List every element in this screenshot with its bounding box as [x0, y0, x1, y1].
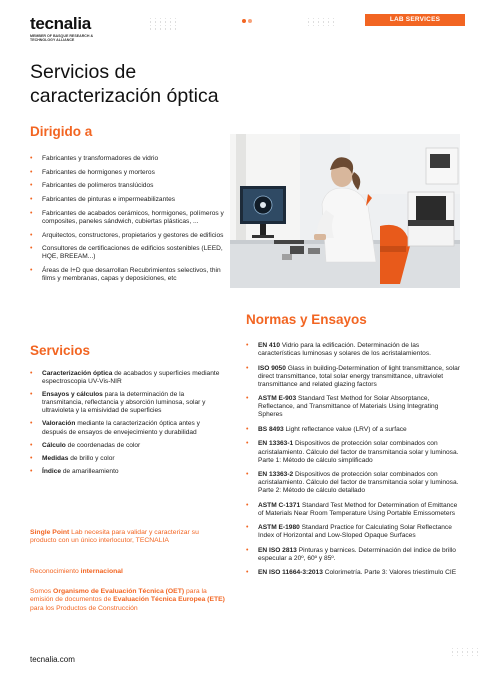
- list-item: • Medidas de brillo y color: [30, 455, 225, 463]
- reconocimiento-text: Reconocimiento internacional: [30, 568, 123, 575]
- lab-photo: [230, 134, 460, 288]
- list-item: • EN 13363-1 Dispositivos de protección solar combinados con acristalamiento. Cálculo del factor de transmitancia solar y luminosa. Parte 1: Método de cálculo simplificado: [246, 440, 462, 464]
- dirigido-heading: Dirigido a: [30, 124, 93, 139]
- servicios-heading: Servicios: [30, 343, 91, 358]
- single-point-text: Single Point Lab necesita para validar y caracterizar su producto con un único interlocutor, TECNALIA: [30, 529, 199, 545]
- list-item: • Caracterización óptica de acabados y superficies mediante espectroscopia UV-Vis-NIR: [30, 370, 225, 386]
- oet-text: Somos Organismo de Evaluación Técnica (OET) para la emisión de documentos de Evaluación Técnica Europea (ETE) para los Productos de Construcción: [30, 588, 225, 612]
- list-item: • EN ISO 11664-3:2013 Colorimetría. Parte 3: Valores triestímulo CIE: [246, 569, 462, 577]
- title-line-1: Servicios de: [30, 61, 137, 83]
- normas-list: [246, 342, 462, 584]
- list-item: • ASTM E-1980 Standard Practice for Calculating Solar Reflectance Index of Horizontal and Low-Sloped Opaque Surfaces: [246, 524, 462, 540]
- decorative-dots: [308, 18, 336, 26]
- decorative-dots: [452, 648, 480, 656]
- list-item: • Áreas de I+D que desarrollan Recubrimientos selectivos, thin films y membranas, capas y deposiciones, etc: [30, 267, 225, 283]
- page-title: [30, 60, 290, 108]
- list-item: • Valoración mediante la caracterización óptica antes y después de ensayos de envejecimiento y durabilidad: [30, 420, 225, 436]
- list-item: • Cálculo de coordenadas de color: [30, 442, 225, 450]
- list-item: • Consultores de certificaciones de edificios sostenibles (LEED, HQE, BREEAM...): [30, 245, 225, 261]
- title-line-2: caracterización óptica: [30, 85, 219, 107]
- list-item: • ISO 9050 Glass in building-Determination of light transmittance, solar direct transmittance, total solar energy transmittance, ultraviolet transmittance and related glazing factors: [246, 365, 462, 389]
- orange-dot-icon: [242, 19, 246, 23]
- list-item: • Ensayos y cálculos para la determinación de la transmitancia, reflectancia y absorción luminosa, solar y ultravioleta y la emisividad de superficies: [30, 391, 225, 415]
- list-item: • Fabricantes y transformadores de vidrio: [30, 155, 225, 163]
- list-item: • Fabricantes de polímeros translúcidos: [30, 182, 225, 190]
- orange-dot-icon: [248, 19, 252, 23]
- lab-photo-illustration: [230, 134, 460, 288]
- normas-heading: Normas y Ensayos: [246, 312, 367, 327]
- list-item: • Fabricantes de pinturas e impermeabilizantes: [30, 196, 225, 204]
- list-item: • Arquitectos, constructores, propietarios y gestores de edificios: [30, 232, 225, 240]
- list-item: • Índice de amarilleamiento: [30, 468, 225, 476]
- list-item: • EN 410 Vidrio para la edificación. Determinación de las características luminosas y solares de los acristalamientos.: [246, 342, 462, 358]
- servicios-list: [30, 370, 225, 481]
- footer-url[interactable]: tecnalia.com: [30, 655, 75, 664]
- list-item: • ASTM E-903 Standard Test Method for Solar Absorptance, Reflectance, and Transmittance of Materials Using Integrating Spheres: [246, 395, 462, 419]
- tecnalia-logo: tecnalia: [30, 14, 91, 33]
- list-item: • BS 8493 Light reflectance value (LRV) of a surface: [246, 426, 462, 434]
- list-item: • ASTM C-1371 Standard Test Method for Determination of Emittance of Materials Near Room Temperature Using Portable Emissometers: [246, 502, 462, 518]
- lab-services-tag: LAB SERVICES: [365, 14, 465, 26]
- logo-tagline: MEMBER OF BASQUE RESEARCH & TECHNOLOGY ALLIANCE: [30, 34, 94, 43]
- list-item: • Fabricantes de hormigones y morteros: [30, 169, 225, 177]
- list-item: • EN 13363-2 Dispositivos de protección solar combinados con acristalamiento. Cálculo del factor de transmitancia solar y luminosa. Parte 2: Método de cálculo detallado: [246, 471, 462, 495]
- list-item: • EN ISO 2813 Pinturas y barnices. Determinación del índice de brillo especular a 20º, 60º y 85º.: [246, 547, 462, 563]
- list-item: • Fabricantes de acabados cerámicos, hormigones, polímeros y composites, paneles sándwich, cubiertas plásticas, ...: [30, 210, 225, 226]
- dirigido-list: [30, 155, 225, 289]
- decorative-dots: [150, 18, 178, 30]
